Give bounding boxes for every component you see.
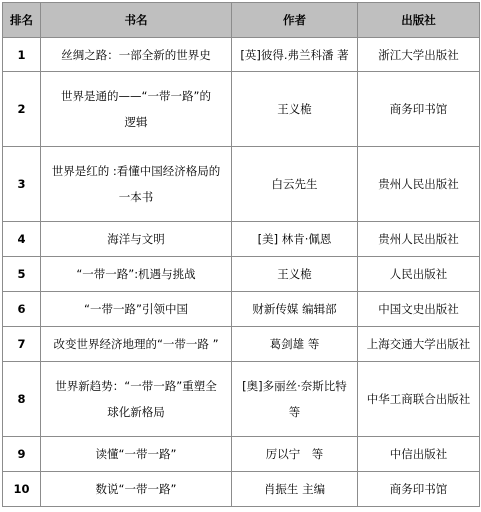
title-text: 读懂“一带一路” — [95, 447, 177, 461]
publisher-text: 商务印书馆 — [389, 102, 448, 116]
author-text: 王义桅 — [277, 267, 312, 281]
publisher-text: 人民出版社 — [389, 267, 448, 281]
table-row — [3, 472, 480, 507]
table-row — [3, 437, 480, 472]
header-title: 书名 — [41, 3, 232, 38]
book-ranking-table — [2, 2, 480, 507]
publisher-cell — [358, 72, 480, 147]
rank-cell: 10 — [3, 472, 41, 507]
publisher-cell — [358, 292, 480, 327]
table-row — [3, 292, 480, 327]
author-cell — [232, 362, 358, 437]
title-cell — [41, 257, 232, 292]
rank-cell: 5 — [3, 257, 41, 292]
publisher-cell — [358, 222, 480, 257]
table-row — [3, 222, 480, 257]
rank-cell: 6 — [3, 292, 41, 327]
publisher-cell — [358, 147, 480, 222]
title-cell — [41, 72, 232, 147]
publisher-text: 贵州人民出版社 — [378, 232, 459, 246]
publisher-text: 浙江大学出版社 — [378, 47, 459, 62]
author-text: 王义桅 — [277, 102, 312, 116]
rank-cell: 8 — [3, 362, 41, 437]
title-text: 改变世界经济地理的“一带一路 ” — [53, 337, 219, 351]
author-text: 葛剑雄 等 — [269, 337, 320, 351]
table-row — [3, 38, 480, 72]
author-cell — [232, 147, 358, 222]
title-text: 海洋与文明 — [107, 232, 165, 246]
title-cell — [41, 362, 232, 437]
table-row — [3, 72, 480, 147]
publisher-cell — [358, 257, 480, 292]
title-text: 丝绸之路：一部全新的世界史 — [61, 47, 211, 62]
author-text: [美] 林肯·佩恩 — [257, 232, 332, 246]
title-cell — [41, 437, 232, 472]
table-header-row — [3, 3, 480, 38]
author-text: [英]彼得.弗兰科潘 著 — [240, 47, 349, 62]
title-cell — [41, 327, 232, 362]
publisher-cell — [358, 327, 480, 362]
author-text: [奥]多丽丝·奈斯比特 等 — [242, 379, 347, 419]
publisher-text: 商务印书馆 — [389, 482, 448, 496]
rank-cell: 9 — [3, 437, 41, 472]
publisher-text: 中国文史出版社 — [378, 302, 459, 316]
title-text: “一带一路”:机遇与挑战 — [76, 267, 196, 281]
header-rank: 排名 — [3, 3, 41, 38]
publisher-cell — [358, 362, 480, 437]
title-cell — [41, 292, 232, 327]
title-text: 数说“一带一路” — [95, 482, 177, 496]
header-author: 作者 — [232, 3, 358, 38]
rank-cell: 3 — [3, 147, 41, 222]
header-publisher: 出版社 — [358, 3, 480, 38]
author-cell — [232, 257, 358, 292]
title-cell — [41, 222, 232, 257]
rank-cell: 7 — [3, 327, 41, 362]
title-cell — [41, 38, 232, 72]
title-cell — [41, 472, 232, 507]
rank-cell: 4 — [3, 222, 41, 257]
title-text: 世界是红的 :看懂中国经济格局的 一本书 — [51, 164, 221, 204]
author-cell — [232, 437, 358, 472]
author-text: 厉以宁 等 — [265, 447, 324, 461]
publisher-cell — [358, 437, 480, 472]
table-row — [3, 327, 480, 362]
publisher-cell — [358, 472, 480, 507]
author-text: 白云先生 — [271, 177, 318, 191]
author-text: 财新传媒 编辑部 — [252, 302, 337, 316]
author-text: 肖振生 主编 — [263, 482, 326, 496]
table-row — [3, 147, 480, 222]
title-text: “一带一路”引领中国 — [84, 302, 188, 316]
title-text: 世界新趋势：“一带一路”重塑全 球化新格局 — [55, 379, 217, 419]
table-row — [3, 257, 480, 292]
title-cell — [41, 147, 232, 222]
publisher-text: 上海交通大学出版社 — [366, 337, 471, 351]
publisher-text: 中信出版社 — [389, 447, 448, 461]
rank-cell: 1 — [3, 38, 41, 72]
title-text: 世界是通的——“一带一路”的 逻辑 — [61, 89, 211, 129]
author-cell — [232, 72, 358, 147]
publisher-text: 贵州人民出版社 — [378, 177, 459, 191]
publisher-text: 中华工商联合出版社 — [366, 392, 471, 406]
author-cell — [232, 327, 358, 362]
table-row — [3, 362, 480, 437]
author-cell — [232, 222, 358, 257]
author-cell — [232, 38, 358, 72]
rank-cell: 2 — [3, 72, 41, 147]
author-cell — [232, 472, 358, 507]
author-cell — [232, 292, 358, 327]
publisher-cell — [358, 38, 480, 72]
